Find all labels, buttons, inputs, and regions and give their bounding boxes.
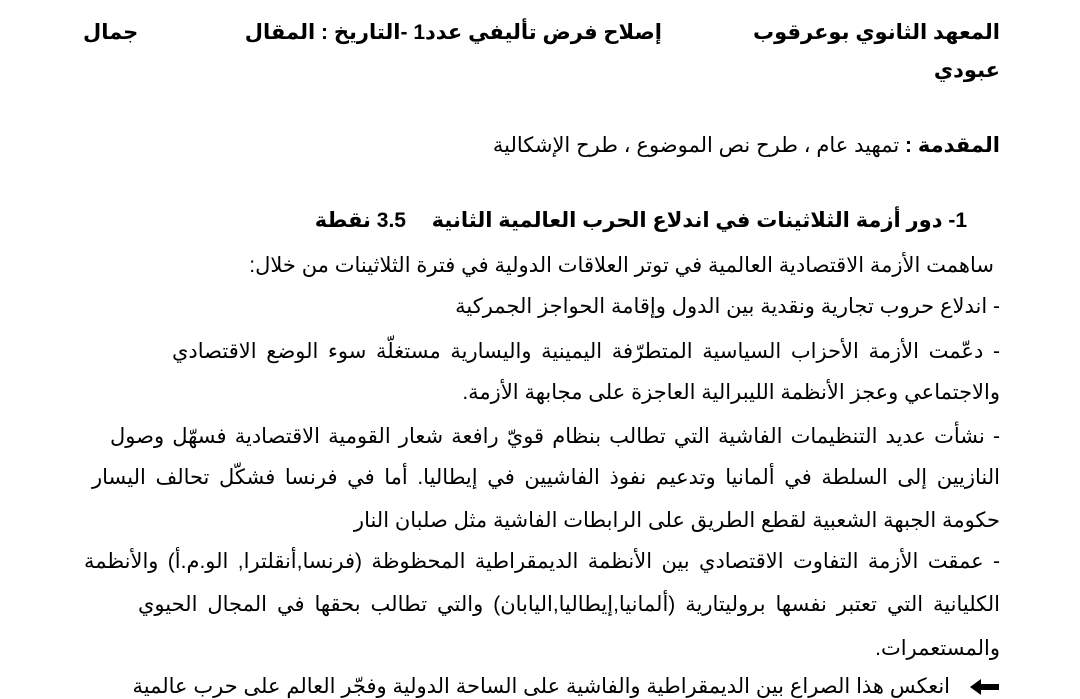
body-line: الكليانية التي تعتبر نفسها بروليتارية (ألمانيا,إيطاليا,اليابان) والتي تطالب بحقها في المجال الحيوي <box>138 593 1000 616</box>
intro-text: تمهيد عام ، طرح نص الموضوع ، طرح الإشكالية <box>492 134 906 157</box>
conclusion-text: انعكس هذا الصراع بين الديمقراطية والفاشية على الساحة الدولية وفجّر العالم على حرب عالمية <box>132 675 951 698</box>
body-line: - اندلاع حروب تجارية ونقدية بين الدول وإقامة الحواجز الجمركية <box>455 295 1000 318</box>
body-line: والاجتماعي وعجز الأنظمة الليبرالية العاجزة على مجابهة الأزمة. <box>462 381 1000 404</box>
body-line: حكومة الجبهة الشعبية لقطع الطريق على الرابطات الفاشية مثل صلبان النار <box>353 509 1000 532</box>
body-line: - دعّمت الأزمة الأحزاب السياسية المتطرّفة اليمينية واليسارية مستغلّة سوء الوضع الاقتصادي <box>172 340 1000 363</box>
body-line: - عمقت الأزمة التفاوت الاقتصادي بين الأنظمة الديمقراطية المحظوظة (فرنسا,أنقلترا, الو.م.أ) والأنظمة <box>84 550 1000 573</box>
intro-line <box>493 133 1000 158</box>
school-name: المعهد الثانوي بوعرقوب <box>753 21 1000 44</box>
teacher-first-name: جمال <box>83 21 139 44</box>
intro-label: المقدمة : <box>905 134 1000 157</box>
conclusion-line <box>132 673 1000 699</box>
body-line: - نشأت عديد التنظيمات الفاشية التي تطالب بنظام قويّ رافعة شعار القومية الاقتصادية فسهّل وصول <box>110 425 1000 448</box>
section-1-title: 1- دور أزمة الثلاثينات في اندلاع الحرب العالمية الثانية <box>431 209 967 232</box>
body-line: والمستعمرات. <box>875 637 1000 660</box>
arrow-left-icon <box>964 673 1000 698</box>
section-1-heading <box>315 208 967 233</box>
section-1-points: 3.5 نقطة <box>314 209 406 232</box>
exam-title: إصلاح فرض تأليفي عدد1 -التاريخ : المقال <box>244 21 662 44</box>
body-line: ساهمت الأزمة الاقتصادية العالمية في توتر العلاقات الدولية في فترة الثلاثينات من خلال: <box>249 254 994 277</box>
teacher-last-name: عبودي <box>933 59 1000 82</box>
body-line: النازيين إلى السلطة في ألمانيا وتدعيم نفوذ الفاشيين في إيطاليا. أما في فرنسا فشكّل تحالف اليسار <box>92 466 1000 489</box>
